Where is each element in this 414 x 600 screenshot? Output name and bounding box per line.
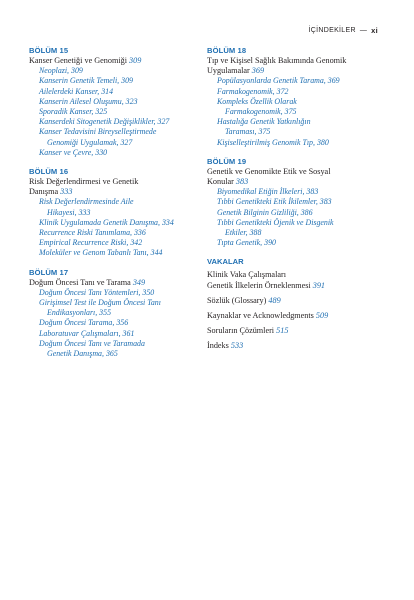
subsection-page-number: 325	[95, 107, 108, 117]
back-matter-entry[interactable]	[207, 270, 379, 290]
subsection-entry[interactable]	[39, 127, 201, 147]
subsection-page-number: 323	[125, 96, 138, 106]
subsection-page-number: 355	[99, 308, 112, 318]
toc-left-column	[29, 46, 201, 368]
subsection-page-number: 327	[120, 137, 133, 147]
subsection-line: Sporadik Kanser, 325	[39, 107, 108, 117]
chapter-page-number: 349	[132, 277, 146, 287]
subsection-entry[interactable]	[217, 97, 379, 117]
subsection-line: Kanserin Ailesel Oluşumu, 323	[39, 96, 138, 106]
header-page-number: xi	[371, 26, 378, 35]
subsection-line: Tıpta Genetik, 390	[217, 238, 276, 248]
subsection-page-number: 334	[161, 217, 174, 227]
running-header	[309, 26, 378, 35]
header-title: İÇİNDEKİLER	[308, 27, 356, 34]
toc-right-column	[207, 46, 379, 357]
subsection-line: Kanser Tedavisini Bireyselleştirmede	[39, 127, 157, 137]
chapter-title-line: Genetik ve Genomikte Etik ve Sosyal	[207, 166, 331, 176]
back-matter-line: Sözlük (Glossary)	[207, 295, 267, 305]
subsection-line: Neoplazi, 309	[39, 66, 83, 76]
subsection-page-number: 372	[276, 86, 289, 96]
subsection-entry[interactable]	[39, 117, 201, 127]
subsection-line: Hikayesi, 333	[47, 207, 91, 217]
right-sections	[207, 46, 379, 248]
subsection-line: Doğum Öncesi Tanı Yöntemleri, 350	[39, 287, 155, 297]
subsection-page-number: 350	[142, 287, 155, 297]
subsection-line: Moleküler ve Genom Tabanlı Tanı, 344	[39, 248, 163, 258]
subsection-entry[interactable]	[39, 329, 201, 339]
chapter-page-number: 383	[235, 177, 249, 187]
subsection-entry[interactable]	[39, 238, 201, 248]
subsection-page-number: 327	[157, 117, 170, 127]
back-matter-entry[interactable]	[207, 326, 379, 336]
back-matter-line: İndeks	[207, 341, 229, 351]
subsection-line: Genomiği Uygulamak, 327	[47, 137, 133, 147]
subsection-entry[interactable]	[217, 208, 379, 218]
back-matter-page-number: 391	[312, 280, 325, 290]
subsection-page-number: 375	[258, 127, 271, 137]
subsection-entry[interactable]	[217, 138, 379, 148]
subsection-page-number: 342	[130, 238, 143, 248]
subsection-entry[interactable]	[39, 87, 201, 97]
chapter-section	[207, 46, 379, 148]
subsection-entry[interactable]	[217, 218, 379, 238]
subsection-entry[interactable]	[39, 228, 201, 238]
chapter-section	[29, 167, 201, 259]
subsection-line: Taraması, 375	[225, 127, 271, 137]
chapter-label: BÖLÜM 18	[207, 46, 247, 55]
back-matter-page-number: 509	[315, 311, 329, 321]
subsection-page-number: 336	[133, 228, 146, 238]
subsection-entry[interactable]	[217, 87, 379, 97]
chapter-page-number: 333	[60, 187, 73, 197]
subsection-page-number: 383	[319, 197, 332, 207]
chapter-title-line: Tıp ve Kişisel Sağlık Bakımında Genomik	[207, 56, 347, 65]
chapter-title-line: Risk Değerlendirmesi ve Genetik	[29, 177, 139, 187]
chapter-title[interactable]	[29, 56, 201, 66]
subsection-entry[interactable]	[217, 76, 379, 86]
chapter-label: BÖLÜM 15	[29, 46, 69, 55]
subsection-line: Farmakogenomik, 375	[225, 107, 297, 117]
subsection-line: Endikasyonları, 355	[47, 308, 112, 318]
subsection-page-number: 369	[327, 76, 340, 86]
back-matter-line: Kaynaklar ve Acknowledgments	[207, 311, 314, 321]
chapter-title[interactable]	[207, 56, 379, 76]
chapter-title[interactable]	[207, 167, 379, 187]
subsection-page-number: 333	[78, 207, 91, 217]
subsection-entry[interactable]	[39, 339, 201, 359]
subsection-line: Biyomedikal Etiğin İlkeleri, 383	[217, 187, 319, 197]
subsection-line: Klinik Uygulamada Genetik Danışma, 334	[39, 217, 174, 227]
subsection-entry[interactable]	[39, 218, 201, 228]
subsection-line: Girişimsel Test ile Doğum Öncesi Tanı	[39, 298, 161, 308]
subsection-page-number: 375	[284, 107, 297, 117]
back-matter-line: Soruların Çözümleri	[207, 326, 275, 336]
back-matter-page-number: 489	[268, 295, 281, 305]
subsection-line: Etkiler, 388	[225, 228, 262, 238]
subsection-entry[interactable]	[39, 97, 201, 107]
subsection-line: Genetik Danışma, 365	[47, 349, 118, 359]
subsection-line: Kanserdeki Sitogenetik Değişiklikler, 327	[39, 117, 170, 127]
subsection-line: Ailelerdeki Kanser, 314	[39, 86, 114, 96]
back-matter-page-number: 533	[230, 341, 244, 351]
subsection-line: Risk Değerlendirmesinde Aile	[39, 197, 134, 207]
subsection-line: Kompleks Özellik Olarak	[217, 96, 297, 106]
subsection-line: Kişiselleştirilmiş Genomik Tıp, 380	[217, 137, 329, 147]
subsection-line: Kanserin Genetik Temeli, 309	[39, 76, 133, 86]
back-matter-entry[interactable]	[207, 311, 379, 321]
chapter-label: BÖLÜM 17	[29, 267, 69, 277]
subsection-page-number: 356	[116, 318, 129, 328]
back-matter-entry[interactable]	[207, 341, 379, 351]
chapter-section	[29, 268, 201, 360]
chapter-title[interactable]	[29, 177, 201, 197]
vakalar-entries	[207, 270, 379, 351]
subsection-line: Genetik Bilginin Gizliliği, 386	[217, 207, 313, 217]
subsection-entry[interactable]	[217, 187, 379, 197]
vakalar-heading: VAKALAR	[207, 257, 244, 267]
subsection-entry[interactable]	[39, 298, 201, 318]
subsection-line: Tıbbi Genetikteki Öjenik ve Disgenik	[217, 217, 334, 227]
subsection-page-number: 380	[316, 137, 329, 147]
subsection-entry[interactable]	[39, 76, 201, 86]
subsection-page-number: 309	[71, 66, 83, 76]
subsection-entry[interactable]	[39, 107, 201, 117]
subsection-entry[interactable]	[39, 148, 201, 158]
chapter-page-number: 369	[251, 66, 265, 76]
subsection-entry[interactable]	[217, 117, 379, 137]
subsection-list	[29, 288, 201, 359]
subsection-page-number: 361	[122, 328, 135, 338]
subsection-page-number: 386	[300, 207, 313, 217]
subsection-page-number: 388	[249, 228, 262, 238]
subsection-page-number: 365	[105, 349, 118, 359]
subsection-line: Empirical Recurrence Riski, 342	[39, 238, 143, 248]
chapter-title-line: Danışma	[29, 187, 59, 197]
subsection-page-number: 330	[95, 147, 108, 157]
subsection-line: Doğum Öncesi Tarama, 356	[39, 318, 129, 328]
chapter-title-line: Uygulamalar	[207, 66, 250, 76]
subsection-line: Doğum Öncesi Tanı ve Taramada	[39, 338, 145, 348]
back-matter-page-number: 515	[276, 326, 289, 336]
subsection-entry[interactable]	[217, 197, 379, 207]
subsection-page-number: 383	[306, 187, 319, 197]
chapter-title-line: Konular	[207, 177, 234, 187]
subsection-list	[207, 76, 379, 147]
back-matter-line: Klinik Vaka Çalışmaları	[207, 270, 286, 280]
subsection-entry[interactable]	[39, 197, 201, 217]
chapter-title[interactable]	[29, 278, 201, 288]
back-matter-entry[interactable]	[207, 296, 379, 306]
chapter-title-line: Kanser Genetiği ve Genomiği	[29, 56, 127, 65]
chapter-section	[207, 157, 379, 249]
header-dash: —	[359, 27, 368, 34]
subsection-line: Recurrence Riski Tanımlama, 336	[39, 228, 146, 238]
subsection-entry[interactable]	[39, 248, 201, 258]
subsection-line: Farmakogenomik, 372	[217, 86, 289, 96]
subsection-entry[interactable]	[39, 66, 201, 76]
subsection-entry[interactable]	[39, 318, 201, 328]
subsection-page-number: 309	[121, 76, 133, 86]
chapter-label: BÖLÜM 19	[207, 156, 247, 166]
subsection-line: Popülasyonlarda Genetik Tarama, 369	[217, 76, 340, 86]
subsection-page-number: 314	[101, 86, 114, 96]
subsection-line: Hastalığa Genetik Yatkınlığın	[217, 117, 311, 127]
subsection-entry[interactable]	[39, 288, 201, 298]
subsection-line: Laboratuvar Çalışmaları, 361	[39, 328, 135, 338]
subsection-list	[29, 197, 201, 258]
subsection-list	[29, 66, 201, 158]
chapter-title-line: Doğum Öncesi Tanı ve Tarama	[29, 277, 131, 287]
chapter-section	[29, 46, 201, 158]
back-matter-line: Genetik İlkelerin Örneklenmesi	[207, 280, 311, 290]
subsection-page-number: 344	[150, 248, 163, 258]
subsection-list	[207, 187, 379, 248]
chapter-label: BÖLÜM 16	[29, 167, 69, 177]
subsection-line: Kanser ve Çevre, 330	[39, 147, 108, 157]
subsection-line: Tıbbi Genetikteki Etik İkilemler, 383	[217, 197, 332, 207]
subsection-page-number: 390	[264, 238, 276, 248]
subsection-entry[interactable]	[217, 238, 379, 248]
chapter-page-number: 309	[129, 56, 142, 65]
